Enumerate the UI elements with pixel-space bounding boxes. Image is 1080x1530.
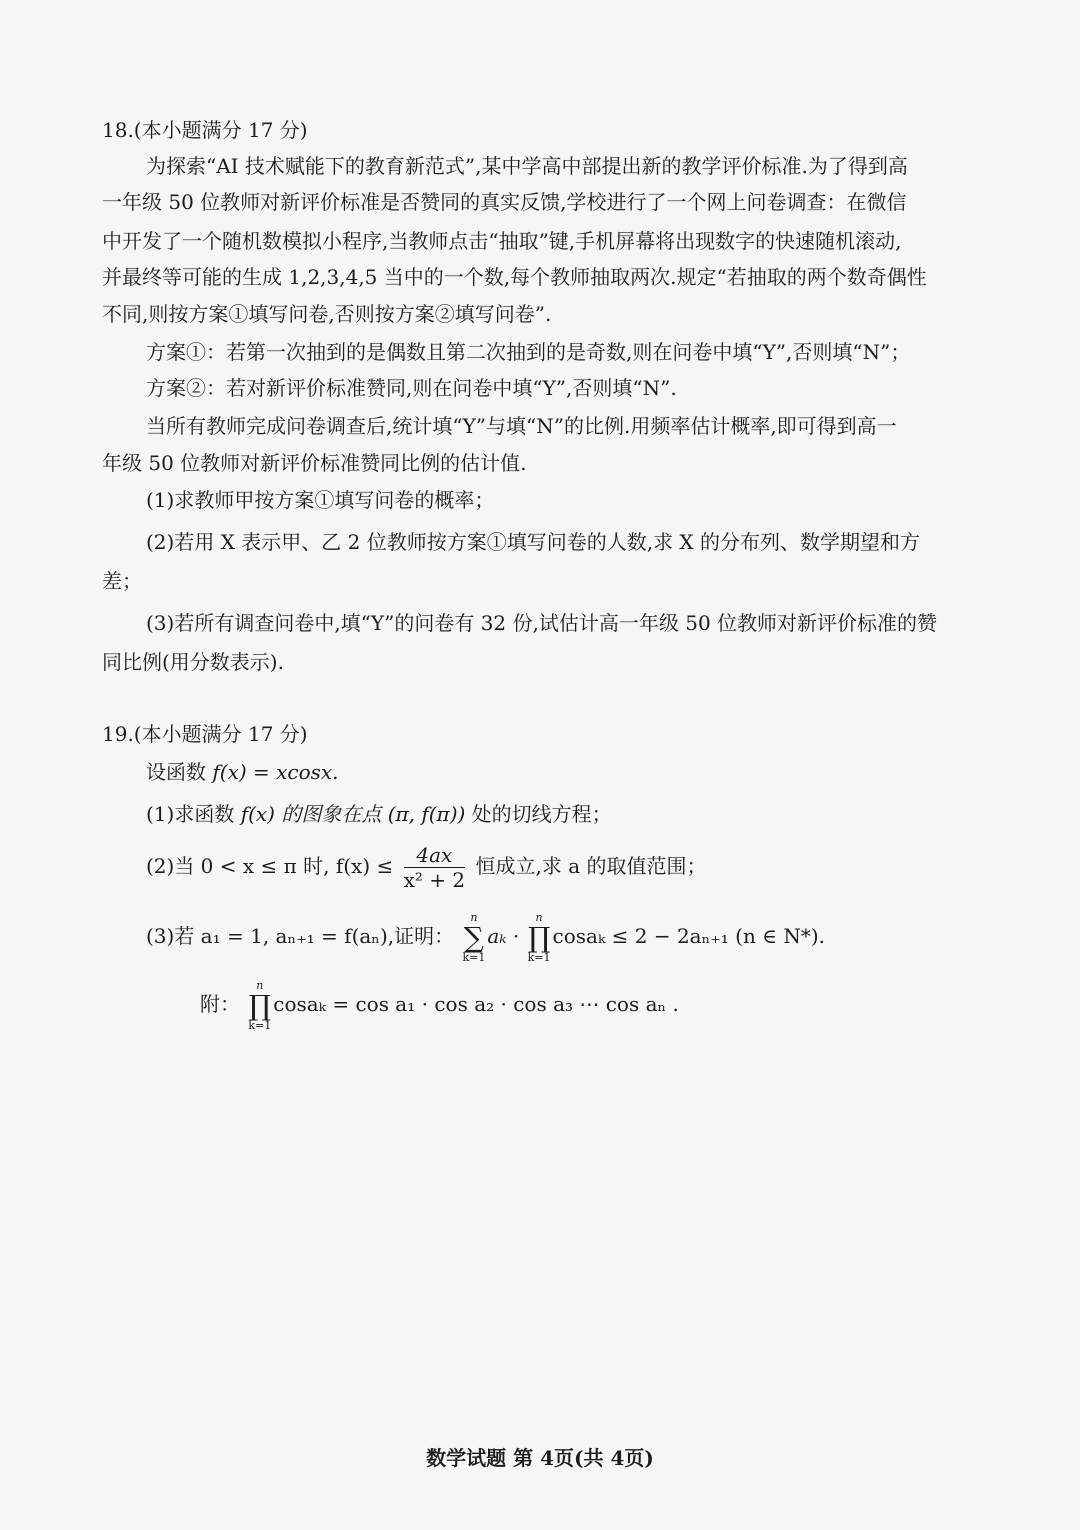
prod-lower-limit: k=1: [527, 950, 551, 964]
q18-stat-line-2: 年级 50 位教师对新评价标准赞同比例的估计值.: [102, 451, 527, 475]
q18-stat-line-1: 当所有教师完成问卷调查后,统计填“Y”与填“N”的比例.用频率估计概率,即可得到高一: [146, 414, 897, 438]
q18-part-2-line-2: 差；: [102, 569, 142, 593]
q18-intro-line-1: 为探索“AI 技术赋能下的教育新范式”,某中学高中部提出新的教学评价标准.为了得到高: [146, 154, 908, 178]
sigma-icon: ∑: [463, 920, 484, 954]
page-footer: 数学试题 第 4页(共 4页): [426, 1446, 654, 1470]
q18-heading: 18.(本小题满分 17 分): [102, 118, 308, 142]
q18-intro-line-5: 不同,则按方案①填写问卷,否则按方案②填写问卷”.: [102, 302, 552, 326]
q19-def-expr: f(x) = xcosx.: [212, 760, 339, 784]
q18-part-2-line-1: (2)若用 X 表示甲、乙 2 位教师按方案①填写问卷的人数,求 X 的分布列、数学期望和方: [146, 530, 921, 554]
q19-p2-prefix: (2)当 0 < x ≤ π 时, f(x) ≤: [146, 854, 394, 878]
appendix-pi-product-icon: ∏: [248, 988, 271, 1022]
sum-lower-limit: k=1: [462, 950, 486, 964]
appendix-prefix: 附：: [200, 992, 240, 1016]
prod-upper-limit: n: [535, 910, 543, 924]
pi-product-icon: ∏: [527, 920, 551, 954]
q19-p3-sum-term: aₖ ·: [487, 924, 520, 948]
q18-part-1: (1)求教师甲按方案①填写问卷的概率；: [146, 488, 495, 512]
q18-part-3-line-2: 同比例(用分数表示).: [102, 650, 284, 674]
q18-intro-line-4: 并最终等可能的生成 1,2,3,4,5 当中的一个数,每个教师抽取两次.规定“若抽取的两个数奇偶性: [102, 265, 927, 289]
product-symbol: [528, 912, 551, 964]
q19-part-1: [146, 802, 612, 826]
q19-p2-denominator: x² + 2: [403, 868, 466, 892]
q19-heading: 19.(本小题满分 17 分): [102, 722, 308, 746]
q18-part-3-line-1: (3)若所有调查问卷中,填“Y”的问卷有 32 份,试估计高一年级 50 位教师对新评价标准的赞: [146, 611, 938, 635]
appendix-prod-lower: k=1: [248, 1018, 272, 1032]
q18-intro-line-3: 中开发了一个随机数模拟小程序,当教师点击“抽取”键,手机屏幕将出现数字的快速随机滚动,: [102, 229, 902, 253]
q19-p1-math: f(x) 的图象在点 (π, f(π)): [240, 802, 472, 826]
q18-plan-1: 方案①：若第一次抽到的是偶数且第二次抽到的是奇数,则在问卷中填“Y”,否则填“N”；: [146, 340, 911, 364]
q19-p1-prefix: (1)求函数: [146, 802, 241, 826]
q18-plan-2: 方案②：若对新评价标准赞同,则在问卷中填“Y”,否则填“N”.: [146, 376, 677, 400]
q19-part-3: [146, 910, 825, 964]
appendix-prod-upper: n: [256, 978, 264, 992]
q19-p3-prod-term: cosaₖ ≤ 2 − 2aₙ₊₁ (n ∈ N*).: [552, 924, 826, 948]
sum-upper-limit: n: [470, 910, 478, 924]
q19-p3-prefix: (3)若 a₁ = 1, aₙ₊₁ = f(aₙ),证明：: [146, 924, 455, 948]
q19-def-prefix: 设函数: [146, 760, 213, 784]
q19-part-2: [146, 838, 706, 894]
q19-appendix: [200, 978, 679, 1032]
summation-symbol: [462, 912, 485, 964]
q18-intro-line-2: 一年级 50 位教师对新评价标准是否赞同的真实反馈,学校进行了一个网上问卷调查：在微信: [102, 190, 907, 214]
appendix-term: cosaₖ = cos a₁ · cos a₂ · cos a₃ ⋯ cos aₙ .: [273, 992, 679, 1016]
q19-p1-suffix: 处的切线方程；: [471, 802, 612, 826]
q19-p2-numerator: 4ax: [404, 843, 466, 868]
q19-definition: [146, 760, 339, 784]
appendix-product-symbol: [248, 980, 271, 1032]
q19-p2-fraction: [404, 843, 466, 892]
q19-p2-suffix: 恒成立,求 a 的取值范围；: [475, 854, 707, 878]
